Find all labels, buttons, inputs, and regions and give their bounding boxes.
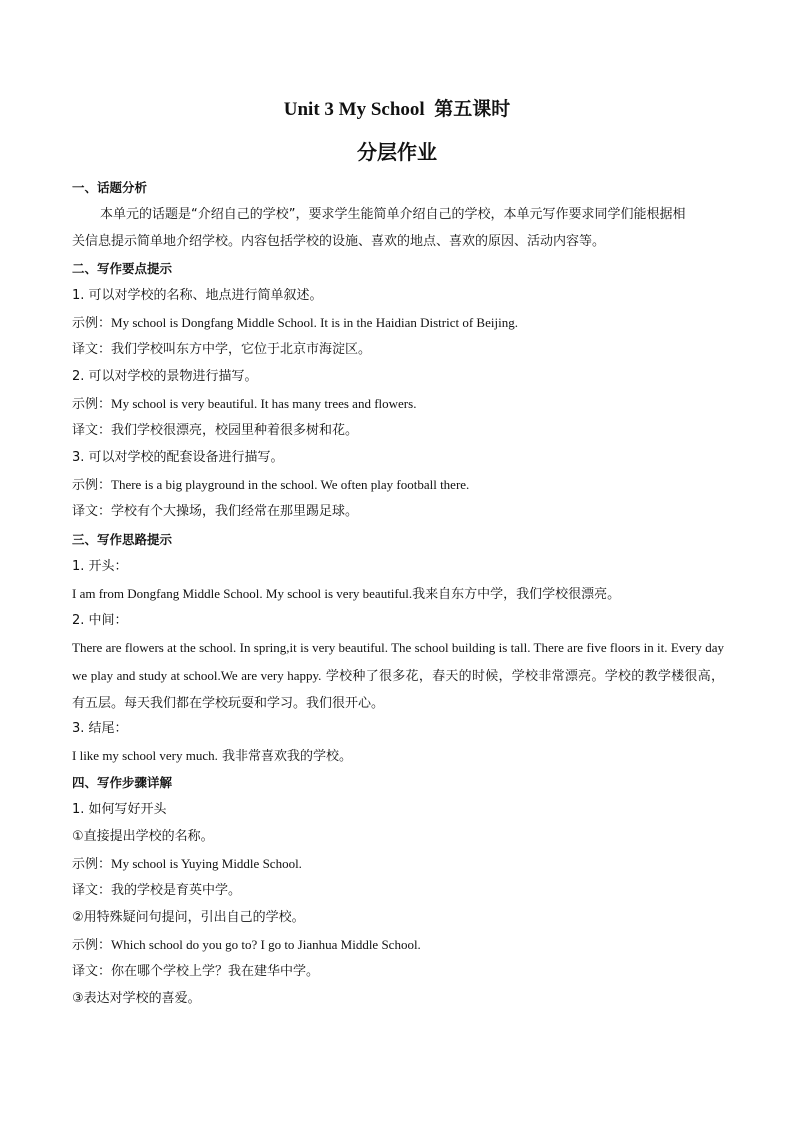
middle-chinese: 学校种了很多花，春天的时候，学校非常漂亮。学校的教学楼很高，有五层。每天我们都在学校玩耍和学习。我们很开心。: [72, 669, 724, 711]
point-2-translation: 译文：我们学校很漂亮，校园里种着很多树和花。: [72, 423, 359, 438]
method-1-example: [72, 854, 724, 874]
example-text: There is a big playground in the school. We often play football there.: [111, 477, 470, 492]
title-lesson: 第五课时: [434, 98, 511, 120]
section-heading-ideas: 三、写作思路提示: [72, 532, 173, 547]
method-2-translation: 译文：你在哪个学校上学？我在建华中学。: [72, 964, 320, 979]
method-1-translation: 译文：我的学校是育英中学。: [72, 883, 242, 898]
method-2: ②用特殊疑问句提问，引出自己的学校。: [72, 910, 305, 925]
page-title: [0, 95, 794, 124]
point-3-translation: 译文：学校有个大操场，我们经常在那里踢足球。: [72, 504, 359, 519]
section-heading-steps: 四、写作步骤详解: [72, 775, 173, 790]
step-1: 1. 如何写好开头: [72, 802, 167, 817]
example-text: My school is Dongfang Middle School. It is in the Haidian District of Beijing.: [111, 315, 518, 330]
point-1-example: [72, 313, 724, 333]
middle-label: 2. 中间：: [72, 613, 128, 628]
point-2: 2. 可以对学校的景物进行描写。: [72, 369, 258, 384]
ending-example: [72, 746, 724, 766]
middle-example: [72, 634, 724, 717]
opening-chinese: 我来自东方中学，我们学校很漂亮。: [412, 587, 621, 602]
method-1: ①直接提出学校的名称。: [72, 829, 214, 844]
topic-paragraph-line-1: 本单元的话题是“介绍自己的学校”，要求学生能简单介绍自己的学校，本单元写作要求同学们能根据相: [100, 207, 686, 222]
page-subtitle: 分层作业: [357, 140, 437, 164]
opening-english: I am from Dongfang Middle School. My school is very beautiful.: [72, 586, 413, 601]
example-text: My school is Yuying Middle School.: [111, 856, 302, 871]
section-heading-topic: 一、话题分析: [72, 180, 148, 195]
topic-paragraph-line-2: 关信息提示简单地介绍学校。内容包括学校的设施、喜欢的地点、喜欢的原因、活动内容等。: [72, 234, 606, 249]
middle-english: There are flowers at the school. In spring,it is very beautiful. The school building is tall. There are five floors in it. Every day we play and study at school.We are very happy.: [72, 640, 724, 683]
title-english: Unit 3 My School: [283, 99, 425, 120]
example-label: 示例：: [72, 478, 112, 493]
opening-example: [72, 584, 724, 604]
example-text: My school is very beautiful. It has many trees and flowers.: [111, 396, 417, 411]
point-1: 1. 可以对学校的名称、地点进行简单叙述。: [72, 288, 323, 303]
ending-chinese: 我非常喜欢我的学校。: [222, 749, 353, 764]
example-label: 示例：: [72, 857, 112, 872]
example-label: 示例：: [72, 397, 112, 412]
point-2-example: [72, 394, 724, 414]
method-3: ③表达对学校的喜爱。: [72, 991, 201, 1006]
opening-label: 1. 开头：: [72, 559, 128, 574]
section-heading-key-points: 二、写作要点提示: [72, 261, 173, 276]
ending-english: I like my school very much.: [72, 748, 218, 763]
ending-label: 3. 结尾：: [72, 721, 128, 736]
example-text: Which school do you go to? I go to Jianhua Middle School.: [111, 937, 421, 952]
point-3: 3. 可以对学校的配套设备进行描写。: [72, 450, 284, 465]
point-1-translation: 译文：我们学校叫东方中学，它位于北京市海淀区。: [72, 342, 372, 357]
method-2-example: [72, 935, 724, 955]
example-label: 示例：: [72, 316, 112, 331]
example-label: 示例：: [72, 938, 112, 953]
point-3-example: [72, 475, 724, 495]
